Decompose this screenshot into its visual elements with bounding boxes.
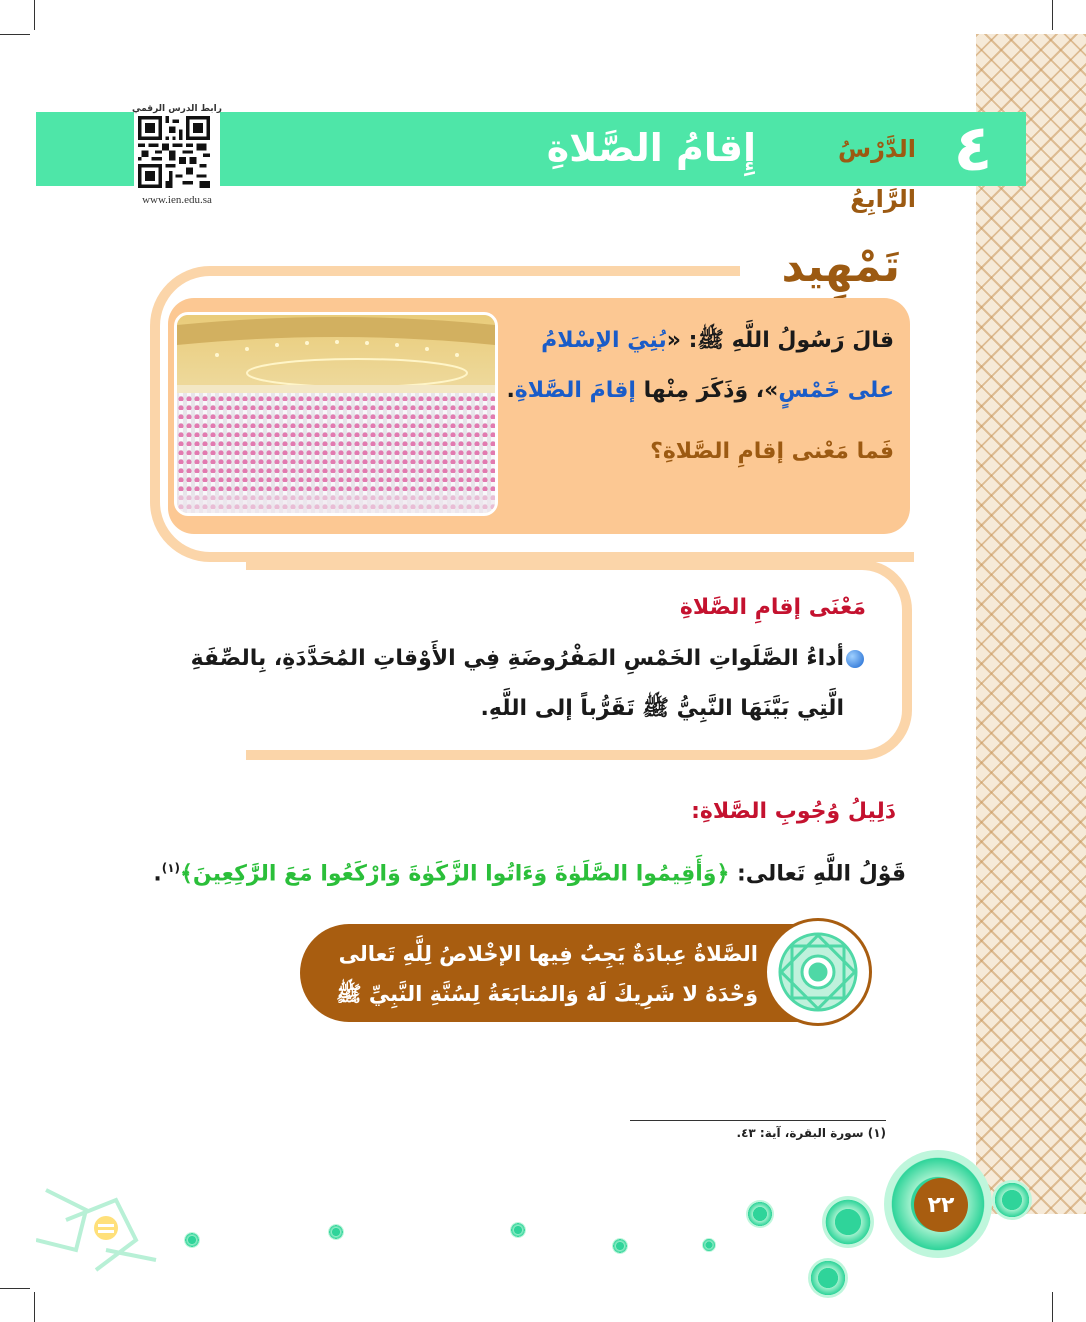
intro-heading: تَمْهِيد xyxy=(781,241,900,292)
side-ornament-strip xyxy=(976,34,1086,1214)
evidence-intro: قَوْلُ اللَّهِ تَعالى: xyxy=(729,861,906,887)
hadith-paragraph xyxy=(504,316,894,416)
decorative-rosette-icon xyxy=(510,1222,526,1238)
evidence-line xyxy=(153,846,906,890)
evidence-heading: دَلِيلُ وُجُوبِ الصَّلاةِ: xyxy=(691,799,896,824)
corner-ornament-icon xyxy=(36,1180,166,1290)
hadith-highlight: إقامَ الصَّلاةِ xyxy=(514,378,636,403)
intro-question: فَما مَعْنى إقامِ الصَّلاةِ؟ xyxy=(650,439,894,464)
lesson-title: إِقامُ الصَّلاةِ xyxy=(546,126,756,170)
meaning-text: أداءُ الصَّلَواتِ الخَمْسِ المَفْرُوضَةِ فِي الأَوْقاتِ المُحَدَّدَةِ، بِالصِّفَةِ الَّتِي بَيَّنَهَا النَّبِيُّ ﷺ تَقَرُّباً إلى اللَّهِ. xyxy=(190,646,844,721)
bullet-icon xyxy=(846,650,864,668)
decorative-rosette-icon xyxy=(612,1238,628,1254)
crop-mark xyxy=(34,0,35,30)
rosette-icon xyxy=(764,918,872,1026)
decorative-rosette-icon xyxy=(702,1238,716,1252)
page-number-badge xyxy=(914,1178,968,1232)
decorative-rosette-icon xyxy=(822,1196,874,1248)
decorative-rosette-icon xyxy=(746,1200,774,1228)
hadith-text: قالَ رَسُولُ اللَّهِ ﷺ: « xyxy=(666,328,894,353)
crop-mark xyxy=(34,1292,35,1322)
lesson-number: ٤ xyxy=(953,112,993,186)
evidence-end: . xyxy=(153,861,162,887)
quran-verse: ﴿وَأَقِيمُوا الصَّلَوٰةَ وَءَاتُوا الزَّكَوٰةَ وَارْكَعُوا مَعَ الرَّٰكِعِينَ﴾ xyxy=(180,861,730,887)
crop-mark xyxy=(1052,1292,1053,1322)
lesson-label: الدَّرْسُ الرَّابِعُ xyxy=(837,135,916,213)
hadith-highlight: بُنِيَ الإسْلامُ على خَمْسٍ xyxy=(541,328,894,403)
hadith-text: »، وَذَكَرَ مِنْها xyxy=(635,378,779,403)
crop-mark xyxy=(0,1288,30,1289)
decorative-rosette-icon xyxy=(328,1224,344,1240)
qr-code-icon[interactable] xyxy=(138,116,210,188)
meaning-heading: مَعْنَى إقامِ الصَّلاةِ xyxy=(679,595,866,620)
mosque-prayer-photo xyxy=(174,312,498,516)
decorative-rosette-icon xyxy=(992,1180,1032,1220)
page-number: ٢٢ xyxy=(927,1192,955,1218)
lesson-number-box xyxy=(920,112,1026,186)
footnote-rule xyxy=(630,1120,886,1121)
decorative-rosette-icon xyxy=(808,1258,848,1298)
crop-mark xyxy=(0,34,30,35)
qr-url[interactable]: www.ien.edu.sa xyxy=(142,194,212,206)
hadith-text: . xyxy=(506,378,515,403)
qr-caption: رابط الدرس الرقمي xyxy=(132,104,222,114)
footnote: (١) سورة البقرة، آية: ٤٣. xyxy=(736,1126,886,1140)
decorative-rosette-icon xyxy=(184,1232,200,1248)
crop-mark xyxy=(1052,0,1053,30)
footnote-ref: (١) xyxy=(161,861,180,875)
note-text: الصَّلاةُ عِبادَةٌ يَجِبُ فِيها الإخْلاصُ لِلَّهِ تَعالى وَحْدَهُ لا شَرِيكَ لَهُ وَالمُتابَعَةُ لِسُنَّةِ النَّبِيِّ ﷺ فِيها. xyxy=(336,942,758,1046)
